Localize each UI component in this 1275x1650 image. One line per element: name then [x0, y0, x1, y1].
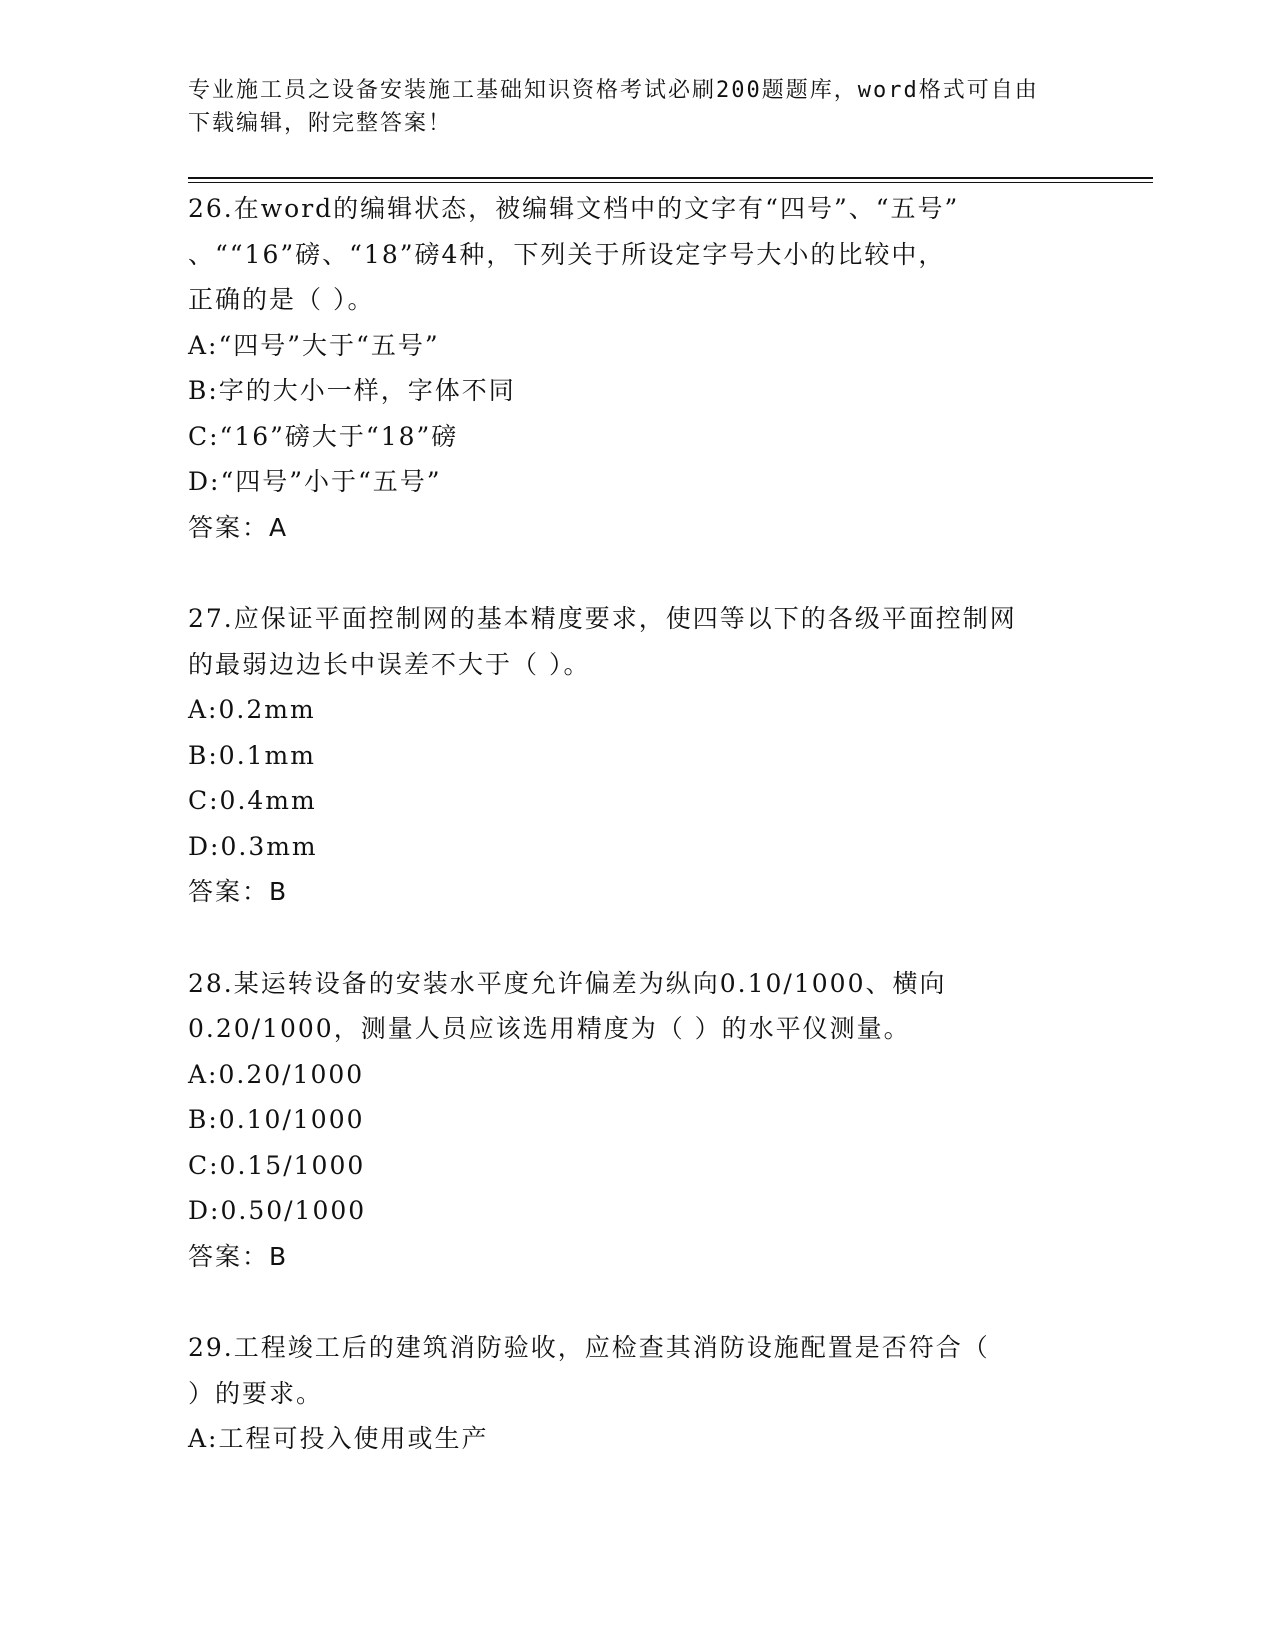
header-line-1: 专业施工员之设备安装施工基础知识资格考试必刷200题题库，word格式可自由 — [188, 78, 1039, 103]
header-divider-thick — [188, 177, 1153, 179]
question-stem-line: 28.某运转设备的安装水平度允许偏差为纵向0.10/1000、横向 — [188, 968, 947, 998]
option-a: A:0.20/1000 — [188, 1059, 365, 1089]
question-stem-line: 正确的是（ ）。 — [188, 285, 375, 314]
option-c: C:0.15/1000 — [188, 1150, 366, 1180]
option-a: A:工程可投入使用或生产 — [188, 1424, 489, 1453]
option-d: D:0.3mm — [188, 831, 318, 861]
option-a: A:“四号”大于“五号” — [188, 330, 440, 360]
question-stem-line: 26.在word的编辑状态，被编辑文档中的文字有“四号”、“五号” — [188, 194, 960, 223]
answer-label: 答案：B — [188, 1241, 289, 1271]
answer-label: 答案：A — [188, 512, 289, 542]
question-stem-line: 、““16”磅、“18”磅4种，下列关于所设定字号大小的比较中， — [188, 239, 946, 269]
question-stem-line: 的最弱边边长中误差不大于（ ）。 — [188, 649, 591, 679]
document-header — [188, 74, 1068, 140]
question-stem-line: 27.应保证平面控制网的基本精度要求，使四等以下的各级平面控制网 — [188, 604, 1017, 633]
question-stem-line: 0.20/1000，测量人员应该选用精度为（ ）的水平仪测量。 — [188, 1014, 911, 1043]
question-list — [188, 186, 1088, 1508]
question-26 — [188, 186, 1088, 550]
option-d: D:“四号”小于“五号” — [188, 467, 442, 496]
option-c: C:0.4mm — [188, 786, 317, 815]
question-stem-line: 29.工程竣工后的建筑消防验收，应检查其消防设施配置是否符合（ — [188, 1333, 990, 1362]
option-b: B:0.1mm — [188, 740, 316, 770]
answer-label: 答案：B — [188, 877, 289, 906]
option-d: D:0.50/1000 — [188, 1196, 367, 1225]
option-a: A:0.2mm — [188, 695, 316, 724]
question-27 — [188, 596, 1088, 915]
header-line-2: 下载编辑，附完整答案！ — [188, 111, 453, 136]
option-b: B:0.10/1000 — [188, 1105, 365, 1134]
question-29 — [188, 1325, 1088, 1462]
option-c: C:“16”磅大于“18”磅 — [188, 421, 459, 451]
question-28 — [188, 961, 1088, 1280]
header-divider-thin — [188, 182, 1153, 183]
option-b: B:字的大小一样，字体不同 — [188, 376, 516, 405]
question-stem-line: ）的要求。 — [188, 1378, 324, 1408]
